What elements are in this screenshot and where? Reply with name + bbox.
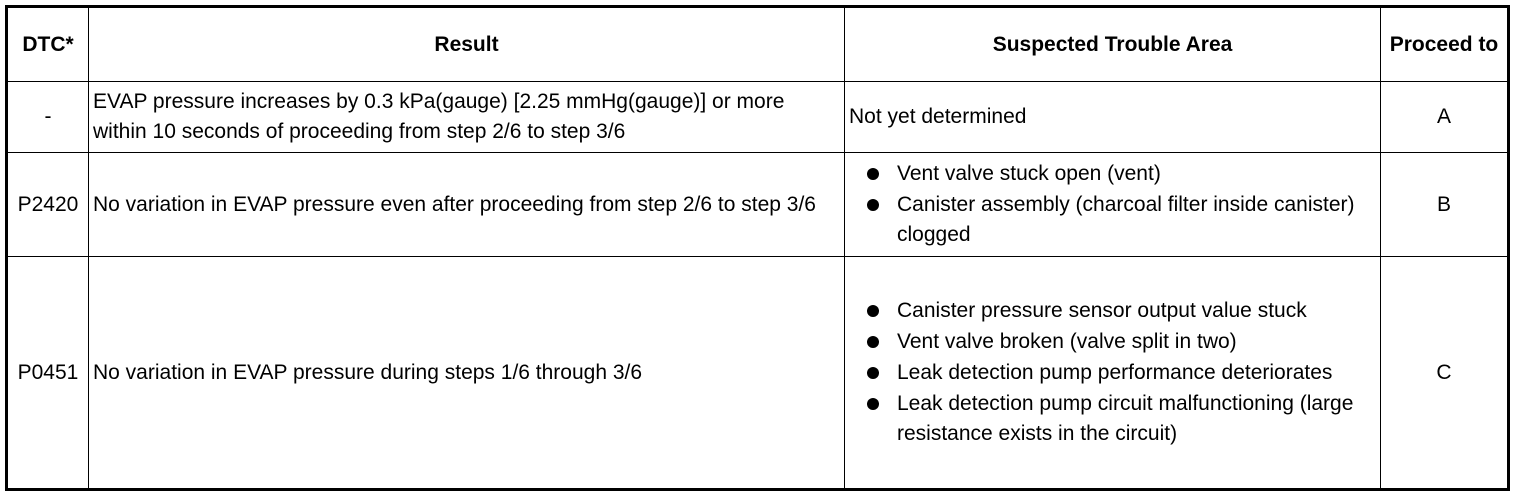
list-item [849,296,1376,326]
proceed-cell: A [1381,82,1509,153]
trouble-area-list [849,296,1376,449]
trouble-area-item: Leak detection pump performance deteriorates [897,361,1333,384]
dtc-cell: P2420 [7,153,89,257]
trouble-area-list [849,159,1376,250]
trouble-area-cell [845,153,1381,257]
trouble-area-item: Canister pressure sensor output value stuck [897,299,1307,322]
bullet-icon [867,367,879,379]
trouble-area-cell [845,257,1381,490]
header-dtc: DTC* [7,7,89,82]
header-suspected-trouble-area: Suspected Trouble Area [845,7,1381,82]
table-row [7,257,1509,490]
proceed-cell: C [1381,257,1509,490]
trouble-area-item: Vent valve stuck open (vent) [897,162,1161,185]
list-item [849,190,1376,250]
list-item [849,159,1376,189]
bullet-icon [867,336,879,348]
bullet-icon [867,398,879,410]
dtc-cell: - [7,82,89,153]
dtc-cell: P0451 [7,257,89,490]
list-item [849,389,1376,449]
dtc-result-table [5,5,1510,491]
trouble-area-cell: Not yet determined [845,82,1381,153]
header-row [7,7,1509,82]
list-item [849,358,1376,388]
bullet-icon [867,305,879,317]
result-cell: No variation in EVAP pressure during steps 1/6 through 3/6 [89,257,845,490]
list-item [849,327,1376,357]
trouble-area-item: Canister assembly (charcoal filter inside canister) clogged [897,193,1355,246]
result-cell: No variation in EVAP pressure even after proceeding from step 2/6 to step 3/6 [89,153,845,257]
proceed-cell: B [1381,153,1509,257]
trouble-area-item: Leak detection pump circuit malfunctioning (large resistance exists in the circuit) [897,392,1354,445]
header-proceed-to: Proceed to [1381,7,1509,82]
bullet-icon [867,168,879,180]
table-row [7,153,1509,257]
header-result: Result [89,7,845,82]
bullet-icon [867,199,879,211]
table-row [7,82,1509,153]
result-cell: EVAP pressure increases by 0.3 kPa(gauge) [2.25 mmHg(gauge)] or more within 10 seconds of proceeding from step 2/6 to step 3/6 [89,82,845,153]
trouble-area-item: Vent valve broken (valve split in two) [897,330,1237,353]
